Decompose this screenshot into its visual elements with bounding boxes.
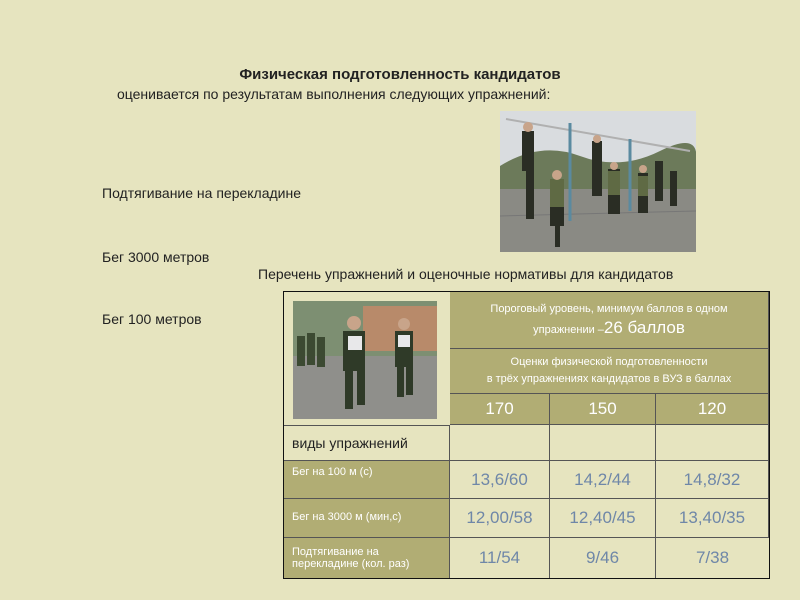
empty-cell — [656, 425, 769, 461]
table-cell — [656, 499, 769, 538]
total-value: 170 — [485, 399, 514, 418]
cell-value: 14,2/44 — [574, 469, 631, 489]
types-label: виды упражнений — [284, 425, 450, 461]
threshold-value: 26 баллов — [603, 318, 685, 337]
row-label: Бег на 100 м (с) — [284, 461, 450, 499]
threshold-line1: Пороговый уровень, минимум баллов в одном — [490, 303, 728, 315]
running-photo — [293, 301, 437, 419]
norms-heading: Перечень упражнений и оценочные нормативы для кандидатов — [258, 266, 674, 282]
cell-value: 11/54 — [478, 548, 521, 567]
exercise-pullups: Подтягивание на перекладине — [102, 185, 302, 201]
table-cell — [656, 538, 769, 578]
row-label — [284, 538, 450, 578]
exercise-run-3000: Бег 3000 метров — [102, 249, 210, 265]
cell-value: 9/46 — [585, 548, 620, 567]
empty-cell — [550, 425, 656, 461]
table-cell — [550, 538, 656, 578]
scores-line2: в трёх упражнениях кандидатов в ВУЗ в баллах — [486, 373, 732, 385]
threshold-prefix: упражнении – — [533, 324, 604, 336]
empty-cell — [450, 425, 550, 461]
page-title: Физическая подготовленность кандидатов — [239, 66, 561, 83]
pullups-photo — [500, 111, 696, 252]
cell-value: 12,00/58 — [466, 508, 533, 527]
threshold-line2 — [533, 318, 685, 339]
row-label-line1: Подтягивание на — [292, 546, 379, 558]
cell-value: 7/38 — [695, 548, 730, 567]
table-cell — [450, 538, 550, 578]
cell-value: 13,40/35 — [678, 508, 746, 527]
table-cell — [656, 461, 769, 499]
total-value: 120 — [697, 399, 727, 418]
row-label-line2: перекладине (кол. раз) — [292, 558, 410, 570]
exercise-run-100: Бег 100 метров — [102, 311, 202, 327]
scores-cell — [450, 349, 769, 394]
page-subtitle: оценивается по результатам выполнения следующих упражнений: — [117, 86, 551, 102]
scores-line1: Оценки физической подготовленности — [510, 356, 708, 368]
cell-value: 12,40/45 — [569, 508, 636, 527]
table-cell — [550, 499, 656, 538]
table-cell — [450, 499, 550, 538]
table-cell — [550, 461, 656, 499]
row-label: Бег на 3000 м (мин,с) — [284, 499, 450, 538]
cell-value: 13,6/60 — [471, 469, 528, 489]
total-value: 150 — [588, 399, 617, 418]
total-cell — [656, 394, 769, 425]
table-cell — [450, 461, 550, 499]
threshold-cell — [450, 292, 769, 349]
total-cell — [550, 394, 656, 425]
total-cell — [450, 394, 550, 425]
cell-value: 14,8/32 — [683, 469, 741, 489]
